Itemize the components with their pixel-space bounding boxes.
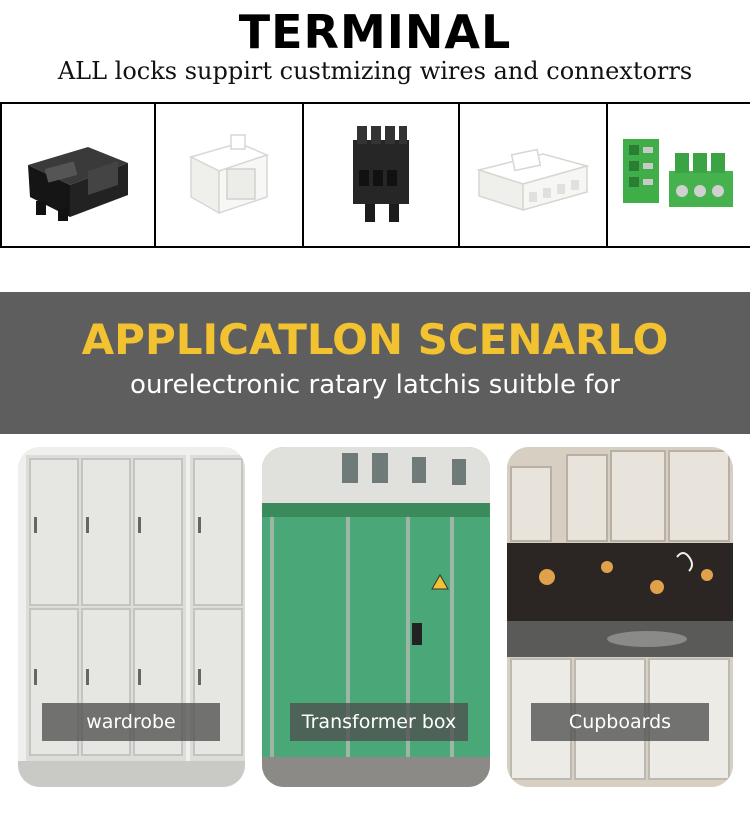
product-cell [156, 104, 304, 246]
black-multi-pin-connector-icon [331, 120, 431, 230]
banner-subtitle: ourelectronic ratary latchis suitble for [130, 370, 620, 400]
page-subtitle: ALL locks suppirt custmizing wires and connextorrs [57, 57, 693, 85]
scenario-label-transformer-box: Transformer box [290, 703, 468, 741]
terminal-product-grid [0, 102, 750, 248]
product-cell [2, 104, 156, 246]
black-connector-housing-icon [18, 125, 138, 225]
product-cell [304, 104, 461, 246]
product-cell [608, 104, 750, 246]
scenario-label-wardrobe: wardrobe [42, 703, 220, 741]
white-multi-pin-connector-icon [473, 130, 593, 220]
white-connector-housing-icon [179, 125, 279, 225]
application-banner [0, 292, 750, 434]
green-terminal-block-icon [619, 125, 739, 225]
page-title: TERMINAL [238, 5, 512, 59]
banner-title: APPLICATLON SCENARLO [81, 315, 669, 364]
scenario-label-cupboards: Cupboards [531, 703, 709, 741]
product-cell [460, 104, 608, 246]
